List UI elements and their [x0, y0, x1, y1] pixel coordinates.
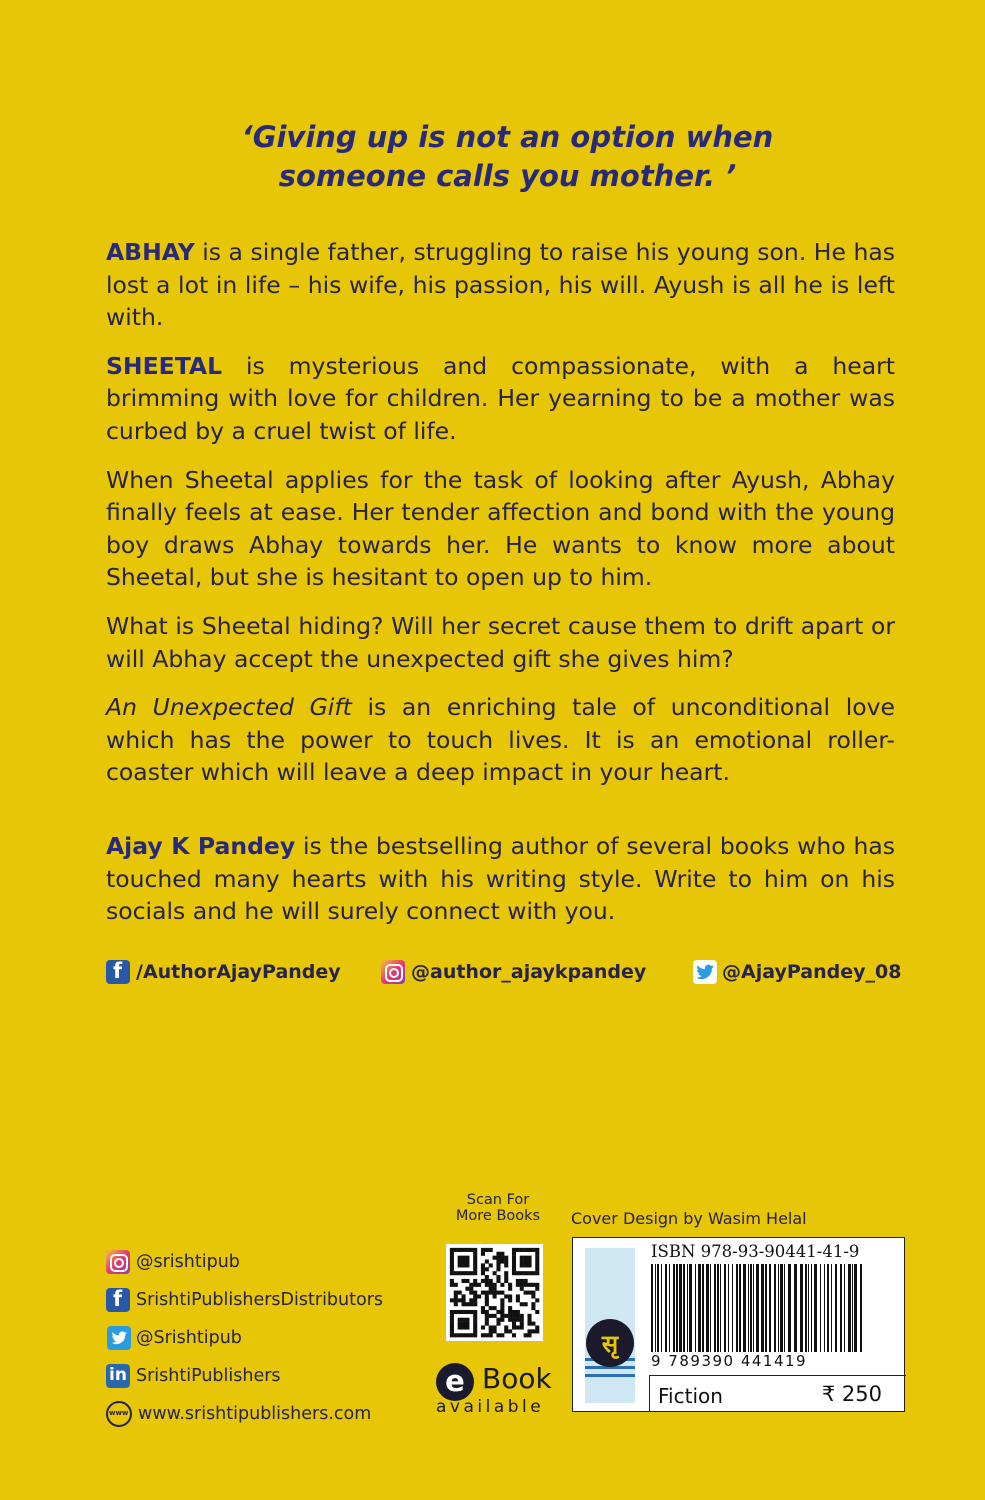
- facebook-icon: [106, 1288, 130, 1312]
- scan-label-line-1: Scan For: [466, 1192, 530, 1208]
- instagram-icon: [106, 1250, 130, 1274]
- synopsis-text-abhay: is a single father, struggling to raise his young son. He has lost a lot in life – his wife, his passion, his will. Ayush is all he is left with.: [106, 238, 895, 332]
- ebook-e-icon: e: [436, 1363, 474, 1401]
- author-instagram[interactable]: [381, 960, 646, 984]
- author-instagram-handle: @author_ajaykpandey: [411, 961, 647, 983]
- barcode-digits: 9 789390 441419: [651, 1352, 808, 1370]
- author-bio: [106, 830, 895, 928]
- isbn-number: ISBN 978-93-90441-41-9: [651, 1242, 860, 1261]
- synopsis: [106, 236, 895, 805]
- author-facebook[interactable]: [106, 960, 341, 984]
- globe-icon: [106, 1401, 132, 1427]
- cover-design-credit: Cover Design by Wasim Helal: [571, 1209, 807, 1228]
- publisher-facebook-handle: SrishtiPublishersDistributors: [136, 1290, 384, 1310]
- synopsis-paragraph-5: [106, 691, 895, 789]
- publisher-socials: [106, 1243, 406, 1433]
- synopsis-text-5: is an enriching tale of unconditional love which has the power to touch lives. It is an emotional roller-coaster which will leave a deep impact in your heart.: [106, 693, 895, 787]
- publisher-facebook[interactable]: [106, 1281, 406, 1319]
- barcode-panel: [572, 1237, 905, 1412]
- instagram-icon: [381, 960, 405, 984]
- barcode-bars: [651, 1264, 865, 1354]
- author-bio-text: is the bestselling author of several books who has touched many hearts with his writing style. Write to him on his socials and he will surely connect with you.: [106, 832, 896, 926]
- publisher-linkedin-handle: SrishtiPublishers: [136, 1366, 281, 1386]
- twitter-icon: [106, 1326, 130, 1350]
- synopsis-paragraph-4: What is Sheetal hiding? Will her secret cause them to drift apart or will Abhay accept the unexpected gift she gives him?: [106, 611, 895, 673]
- price-label: ₹ 250: [821, 1382, 882, 1406]
- author-facebook-handle: /AuthorAjayPandey: [136, 961, 341, 983]
- publisher-twitter[interactable]: [106, 1319, 406, 1357]
- ebook-available: available: [436, 1397, 545, 1417]
- publisher-twitter-handle: @Srishtipub: [136, 1328, 242, 1348]
- tagline-quote: [150, 118, 865, 196]
- tagline-line-1: ‘Giving up is not an option when: [241, 120, 774, 154]
- character-name-abhay: ABHAY: [106, 238, 195, 266]
- synopsis-text-sheetal: is mysterious and compassionate, with a heart brimming with love for children. Her yearning to be a mother was curbed by a cruel twist of life.: [106, 351, 895, 445]
- tagline-line-2: someone calls you mother. ’: [278, 159, 737, 193]
- publisher-website[interactable]: [106, 1395, 406, 1433]
- synopsis-paragraph-3: When Sheetal applies for the task of looking after Ayush, Abhay finally feels at ease. Her tender affection and bond with the young boy draws Abhay towards her. He wants to know more about Sheetal, but she is hesitant to open up to him.: [106, 465, 895, 592]
- publisher-website-url: www.srishtipublishers.com: [138, 1404, 372, 1424]
- publisher-linkedin[interactable]: [106, 1357, 406, 1395]
- qr-code-graphic: [446, 1244, 543, 1341]
- svg-text:सृ: सृ: [601, 1330, 619, 1358]
- twitter-icon: [692, 960, 716, 984]
- character-name-sheetal: SHEETAL: [106, 351, 223, 380]
- scan-label: [440, 1192, 556, 1224]
- publisher-logo: [581, 1248, 639, 1403]
- scan-label-line-2: More Books: [455, 1208, 541, 1224]
- linkedin-icon: [106, 1364, 130, 1388]
- genre-label: Fiction: [658, 1384, 723, 1408]
- ebook-label: Book: [482, 1362, 552, 1395]
- author-twitter[interactable]: [692, 960, 901, 984]
- book-title: An Unexpected Gift: [106, 693, 352, 722]
- qr-code[interactable]: [446, 1244, 543, 1341]
- barcode-footer: [649, 1375, 906, 1412]
- synopsis-paragraph-abhay: [106, 236, 895, 334]
- synopsis-paragraph-sheetal: [106, 350, 895, 448]
- facebook-icon: [106, 960, 130, 984]
- publisher-instagram-handle: @srishtipub: [136, 1252, 240, 1272]
- author-name: Ajay K Pandey: [106, 832, 296, 860]
- author-twitter-handle: @AjayPandey_08: [722, 961, 902, 983]
- author-socials: [106, 960, 902, 990]
- publisher-instagram[interactable]: [106, 1243, 406, 1281]
- ebook-badge: [434, 1360, 558, 1420]
